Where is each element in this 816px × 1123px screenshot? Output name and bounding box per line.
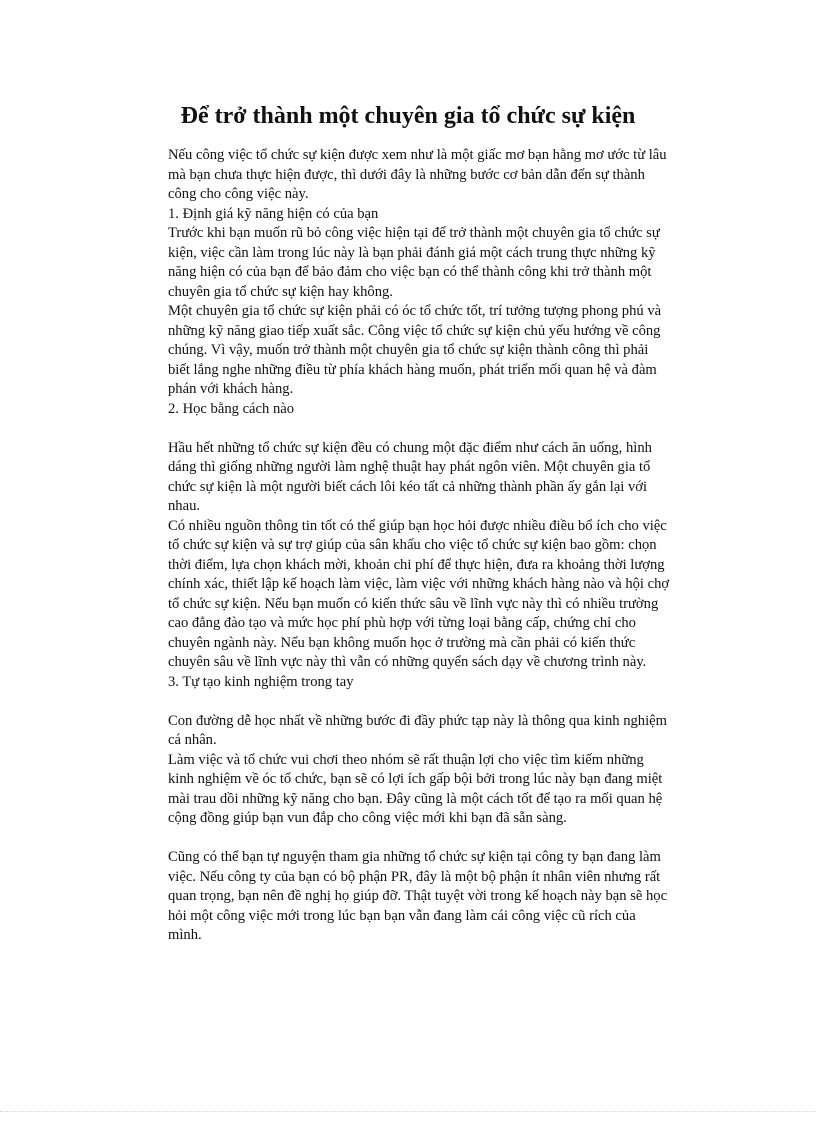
section-1-paragraph-2: Một chuyên gia tổ chức sự kiện phải có óc tổ chức tốt, trí tưởng tượng phong phú và những kỹ năng giao tiếp xuất sắc. Công việc tổ chức sự kiện chủ yếu hướng về công chúng. Vì vậy, muốn trở thành một chuyên gia tổ chức sự kiện thành công thì phải biết lắng nghe những điều từ phía khách hàng muốn, phát triển mối quan hệ và đàm phán với khách hàng. xyxy=(168,303,662,397)
page-title: Để trở thành một chuyên gia tổ chức sự kiện xyxy=(180,103,636,129)
intro-paragraph: Nếu công việc tổ chức sự kiện được xem như là một giấc mơ bạn hằng mơ ước từ lâu mà bạn chưa thực hiện được, thì dưới đây là những bước cơ bản dẫn đến sự thành công cho công việc này. xyxy=(168,147,667,202)
section-3-paragraph-3: Cũng có thể bạn tự nguyện tham gia những tổ chức sự kiện tại công ty bạn đang làm việc. Nếu công ty của bạn có bộ phận PR, đây là một bộ phận ít nhân viên nhưng rất quan trọng, bạn nên đề nghị họ giúp đỡ. Thật tuyệt vời trong kế hoạch này bạn sẽ học hỏi một công việc mới trong lúc bạn bạn vẫn đang làm cái công việc cũ rích của mình. xyxy=(168,849,668,943)
section-1-heading: 1. Định giá kỹ năng hiện có của bạn xyxy=(168,205,379,222)
section-2-paragraph-2: Có nhiều nguồn thông tin tốt có thể giúp bạn học hỏi được nhiều điều bổ ích cho việc tổ chức sự kiện và sự trợ giúp của sân khấu cho việc tổ chức sự kiện bao gồm: chọn thời điểm, lựa chọn khách mời, khoản chi phí để thực hiện, đưa ra khoảng thời lượng chính xác, thiết lập kế hoạch làm việc, làm việc với những khách hàng nào và hội chợ tổ chức sự kiện. Nếu bạn muốn có kiến thức sâu về lĩnh vực này thì có nhiều trường cao đẳng đào tạo và mức học phí phù hợp với từng loại bằng cấp, chứng chỉ cho chuyên ngành này. Nếu bạn không muốn học ở trường mà cần phải có kiến thức chuyên sâu về lĩnh vực này thì vẫn có những quyển sách dạy về chương trình này. xyxy=(168,517,670,670)
section-3-paragraph-2: Làm việc và tổ chức vui chơi theo nhóm sẽ rất thuận lợi cho việc tìm kiếm những kinh nghiệm về óc tổ chức, bạn sẽ có lợi ích gấp bội bởi trong lúc này bạn đang miệt mài trau dồi những kỹ năng cho bạn. Đây cũng là một cách tốt để tạo ra mối quan hệ cộng đồng giúp bạn vun đắp cho công việc mới khi bạn đã sẵn sàng. xyxy=(168,751,663,826)
blank-line xyxy=(168,692,672,712)
section-3-heading: 3. Tự tạo kinh nghiệm trong tay xyxy=(168,673,354,690)
section-2-heading: 2. Học bằng cách nào xyxy=(168,400,295,417)
document-body xyxy=(168,146,672,946)
page-bottom-divider xyxy=(0,1111,816,1112)
blank-line xyxy=(168,419,672,439)
section-2-paragraph-1: Hầu hết những tổ chức sự kiện đều có chung một đặc điểm như cách ăn uống, hình dáng thì giống những người làm nghệ thuật hay phát ngôn viên. Một chuyên gia tổ chức sự kiện là một người biết cách lôi kéo tất cả những thành phần ấy gắn lại với nhau. xyxy=(168,439,652,514)
blank-line xyxy=(168,829,672,849)
section-1-paragraph-1: Trước khi bạn muốn rũ bỏ công việc hiện tại để trở thành một chuyên gia tổ chức sự kiện, việc cần làm trong lúc này là bạn phải đánh giá một cách trung thực những kỹ năng hiện có của bạn để bảo đảm cho việc bạn có thể thành công khi trở thành một chuyên gia tổ chức sự kiện hay không. xyxy=(168,225,660,300)
section-3-paragraph-1: Con đường dễ học nhất về những bước đi đầy phức tạp này là thông qua kinh nghiệm cá nhân. xyxy=(168,712,667,748)
